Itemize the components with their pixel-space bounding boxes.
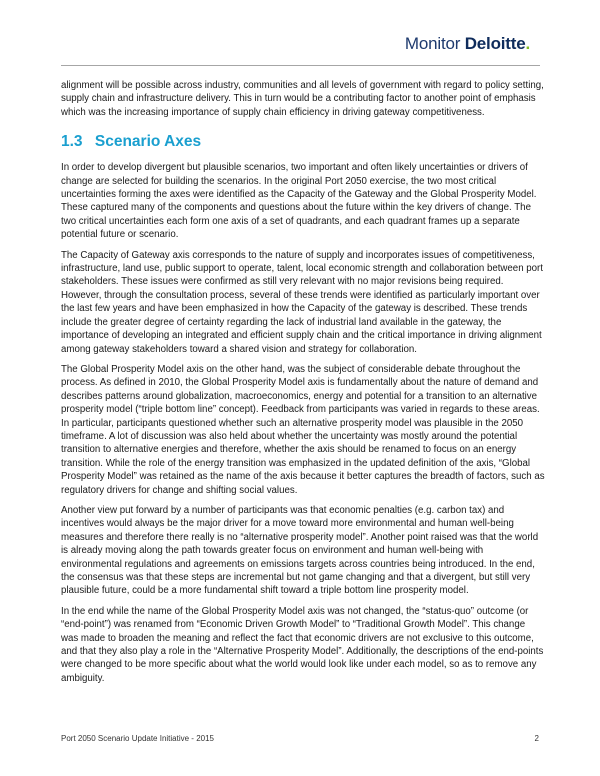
page-content <box>61 79 545 692</box>
section-heading <box>61 133 545 151</box>
logo-monitor-text: Monitor <box>404 34 461 53</box>
section-number: 1.3 <box>61 133 83 151</box>
footer-document-title: Port 2050 Scenario Update Initiative - 2015 <box>61 734 214 743</box>
logo-deloitte-text: Deloitte <box>464 34 526 53</box>
paragraph-conclusion: In the end while the name of the Global Prosperity Model axis was not changed, the “status-quo” outcome (or “end-point”) was renamed from “Economic Driven Growth Model” to “Traditional Growth Model”. This change was made to broaden the meaning and reflect the fact that economic drivers are not exclusive to this outcome, and that they also play a role in the “Alternative Prosperity Model”. Additionally, the descriptions of the end-points were changed to be more specific about what the world would look like under each model, so as to remove any ambiguity. <box>61 605 544 684</box>
page-footer <box>61 734 539 743</box>
paragraph-global-prosperity-model: The Global Prosperity Model axis on the other hand, was the subject of considerable debate throughout the process. As defined in 2010, the Global Prosperity Model axis is fundamentally about the nature of demand and describes patterns around globalization, macroeconomics, energy and potential for a transition to an alternative prosperity model (“triple bottom line” concept). Feedback from participants was varied in regards to these areas. In particular, participants questioned whether such an alternative prosperity model was plausible in the 2050 timeframe. A lot of discussion was also held about whether the uncertainty was mostly around the potential transition to alternative energies and therefore, whether the axis should be renamed to focus on an energy transition. While the role of the energy transition was emphasized in the updated definition of the axis, “Global Prosperity Model” was retained as the name of the axis because it better captures the breadth of factors, such as regulatory drivers for change and shifting social values. <box>61 363 545 496</box>
logo-green-dot: . <box>525 34 530 53</box>
page-number: 2 <box>534 734 539 743</box>
section-title: Scenario Axes <box>94 133 202 151</box>
monitor-deloitte-logo <box>405 34 530 54</box>
paragraph-capacity-of-gateway: The Capacity of Gateway axis corresponds to the nature of supply and incorporates issues of competitiveness, infrastructure, land use, public support to operate, talent, local economic strength and collaboration between port stakeholders. These issues were confirmed as still very relevant with no major revisions being required. However, through the consultation process, several of these trends were identified as particularly important over the last few years and have been emphasized in how the Capacity of the gateway is described. These trends include the greater degree of certainty regarding the lack of industrial land available in the gateway, the importance of developing an integrated and efficient supply chain and the critical importance in driving alignment among gateway stakeholders toward a shared vision and strategy for collaboration. <box>61 249 543 355</box>
paragraph-scenario-intro: In order to develop divergent but plausible scenarios, two important and often likely uncertainties or drivers of change are selected for building the scenarios. In the original Port 2050 exercise, the two most critical uncertainties forming the axes were identified as the Capacity of the Gateway and the Global Prosperity Model. These captured many of the components and questions about the future within the key drivers of change. The two critical uncertainties each form one axis of a set of quadrants, and each quadrant frames up a separate potential future or scenario. <box>61 162 537 241</box>
intro-paragraph: alignment will be possible across industry, communities and all levels of government with regard to policy setting, supply chain and infrastructure delivery. This in turn would be a contributing factor to another point of emphasis which was the increasing importance of supply chain efficiency in driving gateway competitiveness. <box>61 80 544 118</box>
paragraph-another-view: Another view put forward by a number of participants was that economic penalties (e.g. carbon tax) and incentives would always be the major driver for a move toward more environmental and human well-being measures and therefore there really is no “alternative prosperity model”. Another point raised was that the world is already moving along the path towards greater focus on environment and human well-being with environmental regulations and agreements on emissions targets across countries being introduced. In the end, the consensus was that these steps are incremental but not game changing and that a divergent, but still very plausible future, could be a more fundamental shift toward a triple bottom line prosperity model. <box>61 504 539 597</box>
header-divider <box>61 65 540 66</box>
